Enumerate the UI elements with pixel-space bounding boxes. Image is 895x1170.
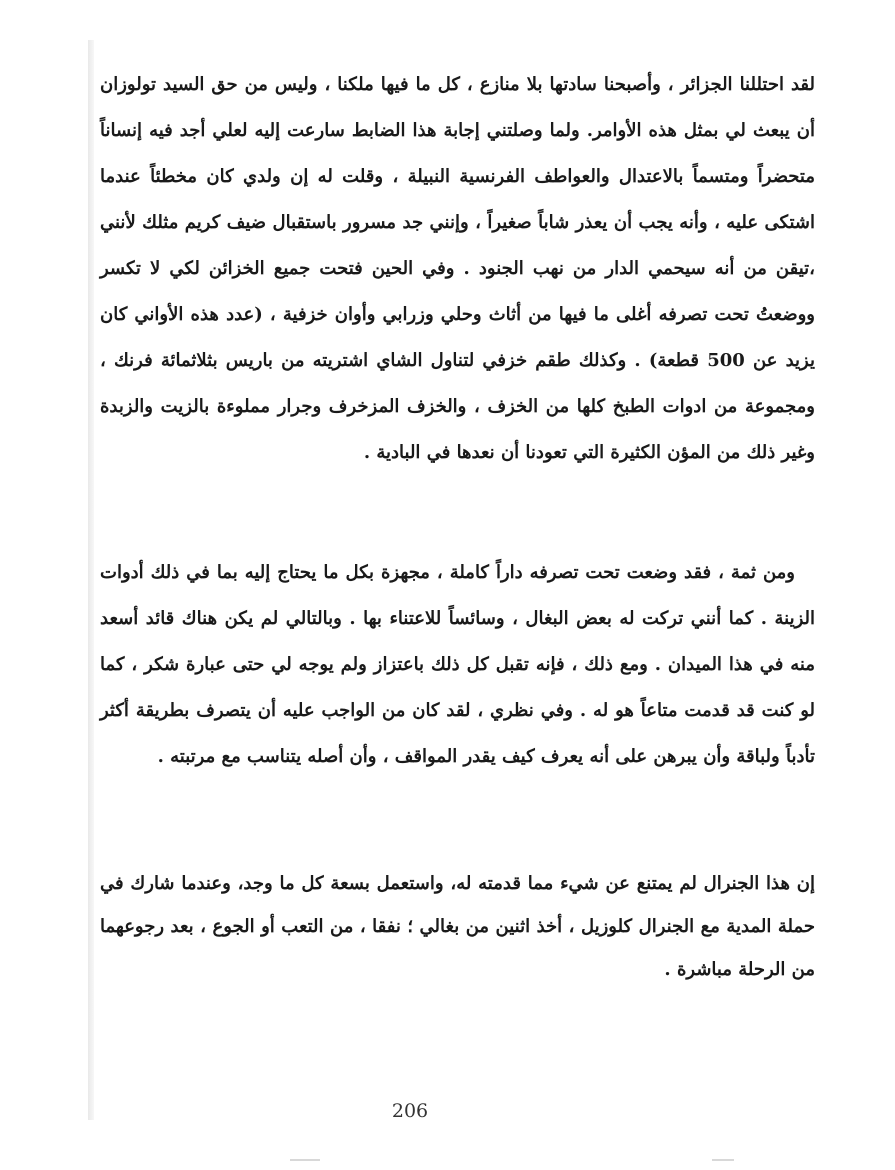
paragraph-1-text: لقد احتللنا الجزائر ، وأصبحنا سادتها بلا منازع ، كل ما فيها ملكنا ، وليس من حق السيد تولوزان أن يبعث لي بمثل هذه الأوامر. ولما وصلتني إجابة هذا الضابط سارعت إليه لعلي أجد فيه إنساناً متحضراً ومتسماً بالاعتدال والعواطف الفرنسية النبيلة ، وقلت له إن ولدي كان مخطئاً عندما اشتكى عليه ، وأنه يجب أن يعذر شاباً صغيراً ، وإنني جد مسرور باستقبال ضيف كريم مثلك لأنني ،تيقن من أنه سيحمي الدار من نهب الجنود . وفي الحين فتحت جميع الخزائن لكي لا تكسر ووضعتُ تحت تصرفه أغلى ما فيها من أثاث وحلي وزرابي وأوان خزفية ، (عدد هذه الأواني كان يزيد عن 500 قطعة) . وكذلك طقم خزفي لتناول الشاي اشتريته من باريس بثلاثمائة فرنك ، ومجموعة من ادوات الطبخ كلها من الخزف ، والخزف المزخرف وجرار مملوءة بالزيت والزبدة وغير ذلك من المؤن الكثيرة التي تعودنا أن نعدها في البادية . [100, 74, 815, 463]
scan-artifact-left [290, 1159, 320, 1161]
page-binding-shadow [88, 40, 94, 1120]
paragraph-3-text: إن هذا الجنرال لم يمتنع عن شيء مما قدمته له، واستعمل بسعة كل ما وجد، وعندما شارك في حملة المدية مع الجنرال كلوزيل ، أخذ اثنين من بغالي ؛ نفقا ، من التعب أو الجوع ، بعد رجوعهما من الرحلة مباشرة . [100, 873, 815, 980]
page-number: 206 [391, 1100, 429, 1122]
paragraph-3 [100, 862, 815, 991]
scan-artifact-right [712, 1159, 734, 1161]
paragraph-2-text: ومن ثمة ، فقد وضعت تحت تصرفه داراً كاملة ، مجهزة بكل ما يحتاج إليه بما في ذلك أدوات الزينة . كما أنني تركت له بعض البغال ، وسائساً للاعتناء بها . وبالتالي لم يكن هناك قائد أسعد منه في هذا الميدان . ومع ذلك ، فإنه تقبل كل ذلك باعتزاز ولم يوجه لي حتى عبارة شكر ، كما لو كنت قد قدمت متاعاً هو له . وفي نظري ، لقد كان من الواجب عليه أن يتصرف بطريقة أكثر تأدباً ولباقة وأن يبرهن على أنه يعرف كيف يقدر المواقف ، وأن أصله يتناسب مع مرتبته . [100, 562, 815, 767]
paragraph-2 [100, 550, 815, 780]
paragraph-1 [100, 62, 815, 476]
